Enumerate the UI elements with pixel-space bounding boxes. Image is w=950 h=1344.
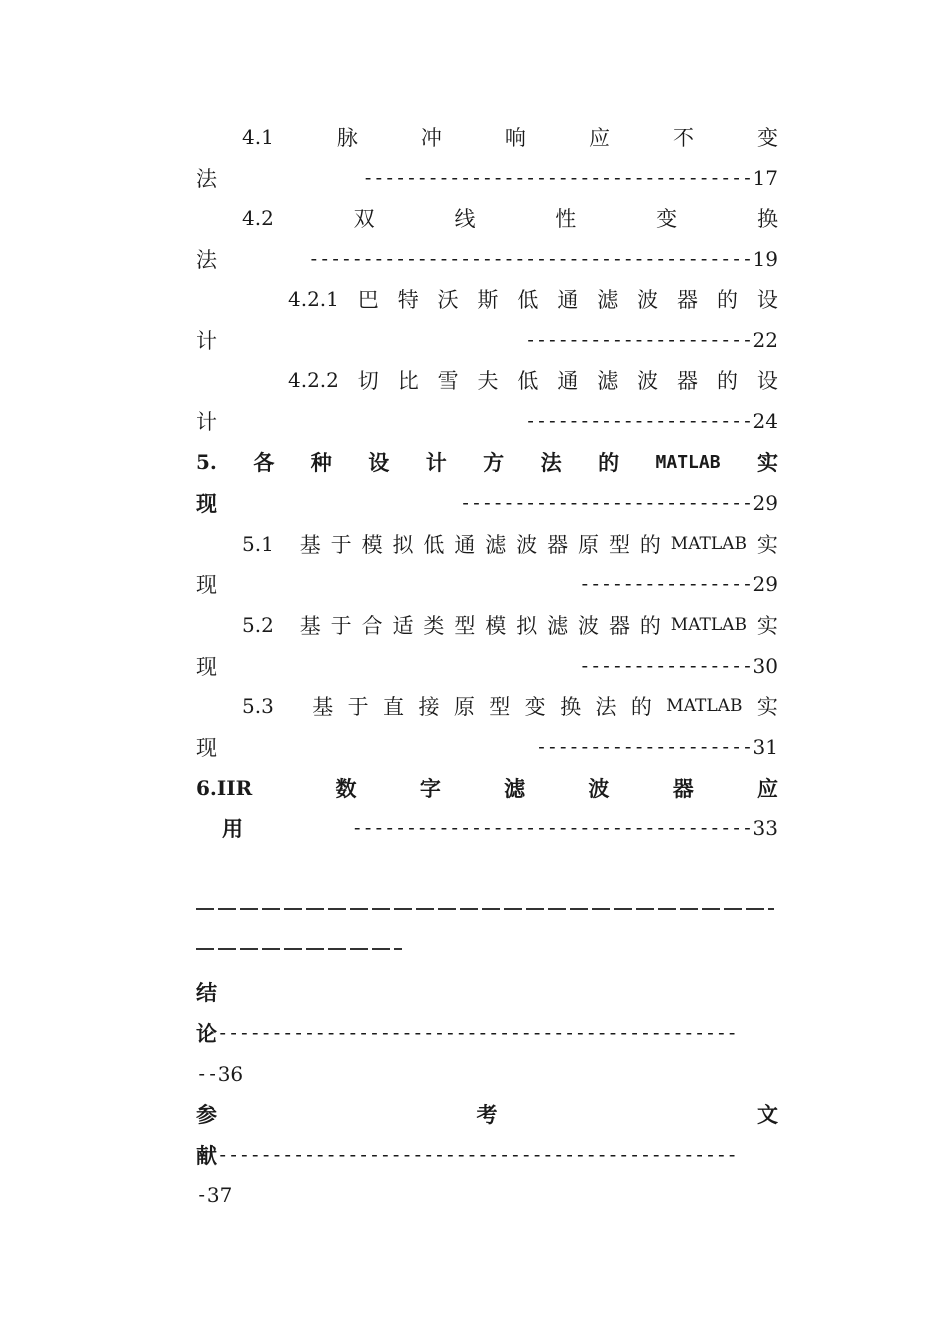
title-char: 雪 bbox=[437, 369, 459, 393]
title-char: 滤 bbox=[597, 369, 619, 393]
page-number: 31 bbox=[752, 735, 778, 759]
title-char: 比 bbox=[397, 369, 419, 393]
leader-dashes: ------------------------------------- bbox=[351, 817, 753, 839]
title-char: 于 bbox=[330, 614, 352, 638]
title-char: 合 bbox=[361, 614, 383, 638]
page-number: 30 bbox=[752, 654, 778, 678]
title-char: 设 bbox=[756, 369, 778, 393]
section-number: 5.3 bbox=[242, 694, 274, 718]
title-char: 型 bbox=[489, 695, 511, 719]
title-char: 现 bbox=[196, 655, 217, 679]
toc-entry-5-3 bbox=[196, 689, 778, 723]
section-number: 6.IIR bbox=[196, 776, 253, 800]
title-char: 基 bbox=[312, 695, 334, 719]
title-char: 实 bbox=[757, 450, 778, 475]
title-char: 论 bbox=[196, 1021, 217, 1046]
title-char: 计 bbox=[196, 329, 217, 353]
section-number: 5. bbox=[196, 450, 217, 474]
leader-dashes: ---------------- bbox=[579, 573, 753, 595]
toc-entry-5-1 bbox=[196, 527, 778, 561]
title-char: 器 bbox=[677, 288, 699, 312]
title-char: 于 bbox=[347, 695, 369, 719]
title-char: 夫 bbox=[477, 369, 499, 393]
toc-entry-5-3-cont bbox=[196, 730, 778, 764]
title-char: 波 bbox=[588, 776, 610, 801]
title-char: 应 bbox=[757, 776, 778, 801]
section-number: 4.2.2 bbox=[288, 368, 339, 392]
leader-dashes: ----------------------------------------- bbox=[308, 248, 753, 270]
title-char: 波 bbox=[578, 614, 600, 638]
toc-entry-5-2-cont bbox=[196, 649, 778, 683]
toc-entry-5-cont bbox=[196, 486, 778, 520]
title-char: 参 bbox=[196, 1102, 217, 1127]
toc-entry-4-2-cont bbox=[196, 242, 778, 276]
leader-dashes: ------------------------------------------------ bbox=[217, 1144, 738, 1166]
title-char: 拟 bbox=[392, 533, 414, 557]
title-char: 现 bbox=[196, 736, 217, 760]
title-char: 类 bbox=[423, 614, 445, 638]
title-char: 器 bbox=[677, 369, 699, 393]
title-char: 模 bbox=[485, 614, 507, 638]
title-char: 法 bbox=[196, 248, 217, 272]
leader-dashes: --------------------------- bbox=[459, 492, 753, 514]
page-number: 19 bbox=[752, 247, 778, 271]
separator-line bbox=[196, 948, 402, 950]
title-char: 低 bbox=[517, 288, 539, 312]
leader-dashes: --------------------- bbox=[524, 329, 753, 351]
toc-entry-conclusion-page bbox=[196, 1057, 778, 1091]
title-char: 型 bbox=[608, 533, 630, 557]
toc-entry-4-2 bbox=[196, 201, 778, 235]
title-char: 应 bbox=[588, 126, 610, 150]
page-number: 29 bbox=[752, 572, 778, 596]
title-char: 适 bbox=[392, 614, 414, 638]
title-char: 的 bbox=[630, 695, 652, 719]
title-char: 切 bbox=[357, 369, 379, 393]
title-char: 滤 bbox=[485, 533, 507, 557]
separator-line bbox=[196, 908, 774, 910]
leader-dashes: --------------------- bbox=[524, 410, 753, 432]
page-number: 22 bbox=[752, 328, 778, 352]
title-char: 不 bbox=[672, 126, 694, 150]
title-char: 低 bbox=[517, 369, 539, 393]
toc-entry-4-2-1-cont bbox=[196, 323, 778, 357]
title-char: 基 bbox=[299, 533, 321, 557]
title-char: 响 bbox=[504, 126, 526, 150]
leader-dashes: -- bbox=[196, 1063, 218, 1085]
title-char: 实 bbox=[756, 533, 778, 557]
title-char: 实 bbox=[756, 614, 778, 638]
title-char: 波 bbox=[637, 288, 659, 312]
toc-entry-4-2-2 bbox=[196, 363, 778, 397]
title-char: 法 bbox=[595, 695, 617, 719]
toc-entry-references-page bbox=[196, 1178, 778, 1212]
toc-entry-4-1 bbox=[196, 120, 778, 154]
page-number: 33 bbox=[752, 816, 778, 840]
toc-entry-references bbox=[196, 1097, 778, 1131]
title-char: 献 bbox=[196, 1143, 217, 1168]
title-char: 模 bbox=[361, 533, 383, 557]
title-char: 波 bbox=[637, 369, 659, 393]
title-char: 换 bbox=[756, 207, 778, 231]
toc-entry-5-2 bbox=[196, 608, 778, 642]
title-char: 直 bbox=[383, 695, 405, 719]
title-char: 计 bbox=[196, 410, 217, 434]
title-char: 冲 bbox=[420, 126, 442, 150]
toc-entry-conclusion-cont bbox=[196, 1016, 778, 1050]
title-char: 型 bbox=[454, 614, 476, 638]
title-char: 通 bbox=[454, 533, 476, 557]
title-char: 双 bbox=[353, 207, 375, 231]
title-char: 的 bbox=[598, 450, 620, 475]
title-char: 通 bbox=[557, 369, 579, 393]
page-number: 36 bbox=[217, 1062, 244, 1086]
title-char: 用 bbox=[222, 816, 243, 841]
toc-entry-conclusion bbox=[196, 975, 778, 1009]
title-char: 的 bbox=[639, 533, 661, 557]
toc-entry-6 bbox=[196, 771, 778, 805]
title-char: 实 bbox=[756, 695, 778, 719]
title-char: 数 bbox=[335, 776, 357, 801]
title-char: 基 bbox=[299, 614, 321, 638]
section-number: 4.2 bbox=[242, 206, 274, 230]
title-char: 巴 bbox=[357, 288, 379, 312]
title-word: MATLAB bbox=[655, 451, 721, 473]
title-char: 通 bbox=[557, 288, 579, 312]
page-number: 29 bbox=[752, 491, 778, 515]
title-word: MATLAB bbox=[670, 615, 747, 635]
title-char: 法 bbox=[540, 450, 562, 475]
title-char: 的 bbox=[639, 614, 661, 638]
toc-entry-4-2-1 bbox=[196, 282, 778, 316]
title-word: MATLAB bbox=[666, 696, 743, 716]
title-char: 线 bbox=[454, 207, 476, 231]
title-word: MATLAB bbox=[670, 534, 747, 554]
title-char: 结 bbox=[196, 980, 217, 1005]
title-char: 计 bbox=[425, 450, 447, 475]
title-char: 滤 bbox=[504, 776, 526, 801]
title-char: 器 bbox=[608, 614, 630, 638]
toc-entry-references-cont bbox=[196, 1138, 778, 1172]
leader-dashes: ---------------- bbox=[579, 655, 753, 677]
title-char: 斯 bbox=[477, 288, 499, 312]
title-char: 的 bbox=[716, 288, 738, 312]
title-char: 滤 bbox=[597, 288, 619, 312]
toc-entry-5-1-cont bbox=[196, 567, 778, 601]
leader-dashes: ------------------------------------ bbox=[362, 167, 753, 189]
title-char: 文 bbox=[757, 1102, 778, 1127]
title-char: 特 bbox=[397, 288, 419, 312]
toc-entry-6-cont bbox=[196, 811, 778, 845]
page-number: 37 bbox=[206, 1183, 233, 1207]
title-char: 变 bbox=[656, 207, 678, 231]
title-char: 的 bbox=[716, 369, 738, 393]
title-char: 器 bbox=[547, 533, 569, 557]
section-number: 5.2 bbox=[242, 613, 274, 637]
title-char: 原 bbox=[453, 695, 475, 719]
title-char: 设 bbox=[368, 450, 390, 475]
section-number: 4.1 bbox=[242, 125, 274, 149]
title-char: 器 bbox=[672, 776, 694, 801]
title-char: 种 bbox=[310, 450, 332, 475]
title-char: 考 bbox=[476, 1102, 498, 1127]
title-char: 现 bbox=[196, 491, 217, 516]
title-char: 变 bbox=[524, 695, 546, 719]
title-char: 脉 bbox=[336, 126, 358, 150]
title-char: 法 bbox=[196, 167, 217, 191]
title-char: 性 bbox=[555, 207, 577, 231]
title-char: 各 bbox=[253, 450, 275, 475]
title-char: 字 bbox=[419, 776, 441, 801]
title-char: 接 bbox=[418, 695, 440, 719]
title-char: 方 bbox=[483, 450, 505, 475]
title-char: 换 bbox=[560, 695, 582, 719]
page-number: 24 bbox=[752, 409, 778, 433]
title-char: 低 bbox=[423, 533, 445, 557]
title-char: 拟 bbox=[516, 614, 538, 638]
title-char: 变 bbox=[757, 126, 778, 150]
toc-entry-4-2-2-cont bbox=[196, 404, 778, 438]
page-number: 17 bbox=[752, 166, 778, 190]
title-char: 波 bbox=[516, 533, 538, 557]
toc-entry-4-1-cont bbox=[196, 161, 778, 195]
title-char: 现 bbox=[196, 573, 217, 597]
title-char: 沃 bbox=[437, 288, 459, 312]
leader-dashes: ------------------------------------------------ bbox=[217, 1022, 738, 1044]
title-char: 设 bbox=[756, 288, 778, 312]
leader-dashes: - bbox=[196, 1184, 207, 1206]
title-char: 原 bbox=[578, 533, 600, 557]
section-number: 5.1 bbox=[242, 532, 274, 556]
section-number: 4.2.1 bbox=[288, 287, 339, 311]
title-char: 于 bbox=[330, 533, 352, 557]
toc-entry-5 bbox=[196, 445, 778, 479]
leader-dashes: -------------------- bbox=[535, 736, 753, 758]
title-char: 滤 bbox=[547, 614, 569, 638]
